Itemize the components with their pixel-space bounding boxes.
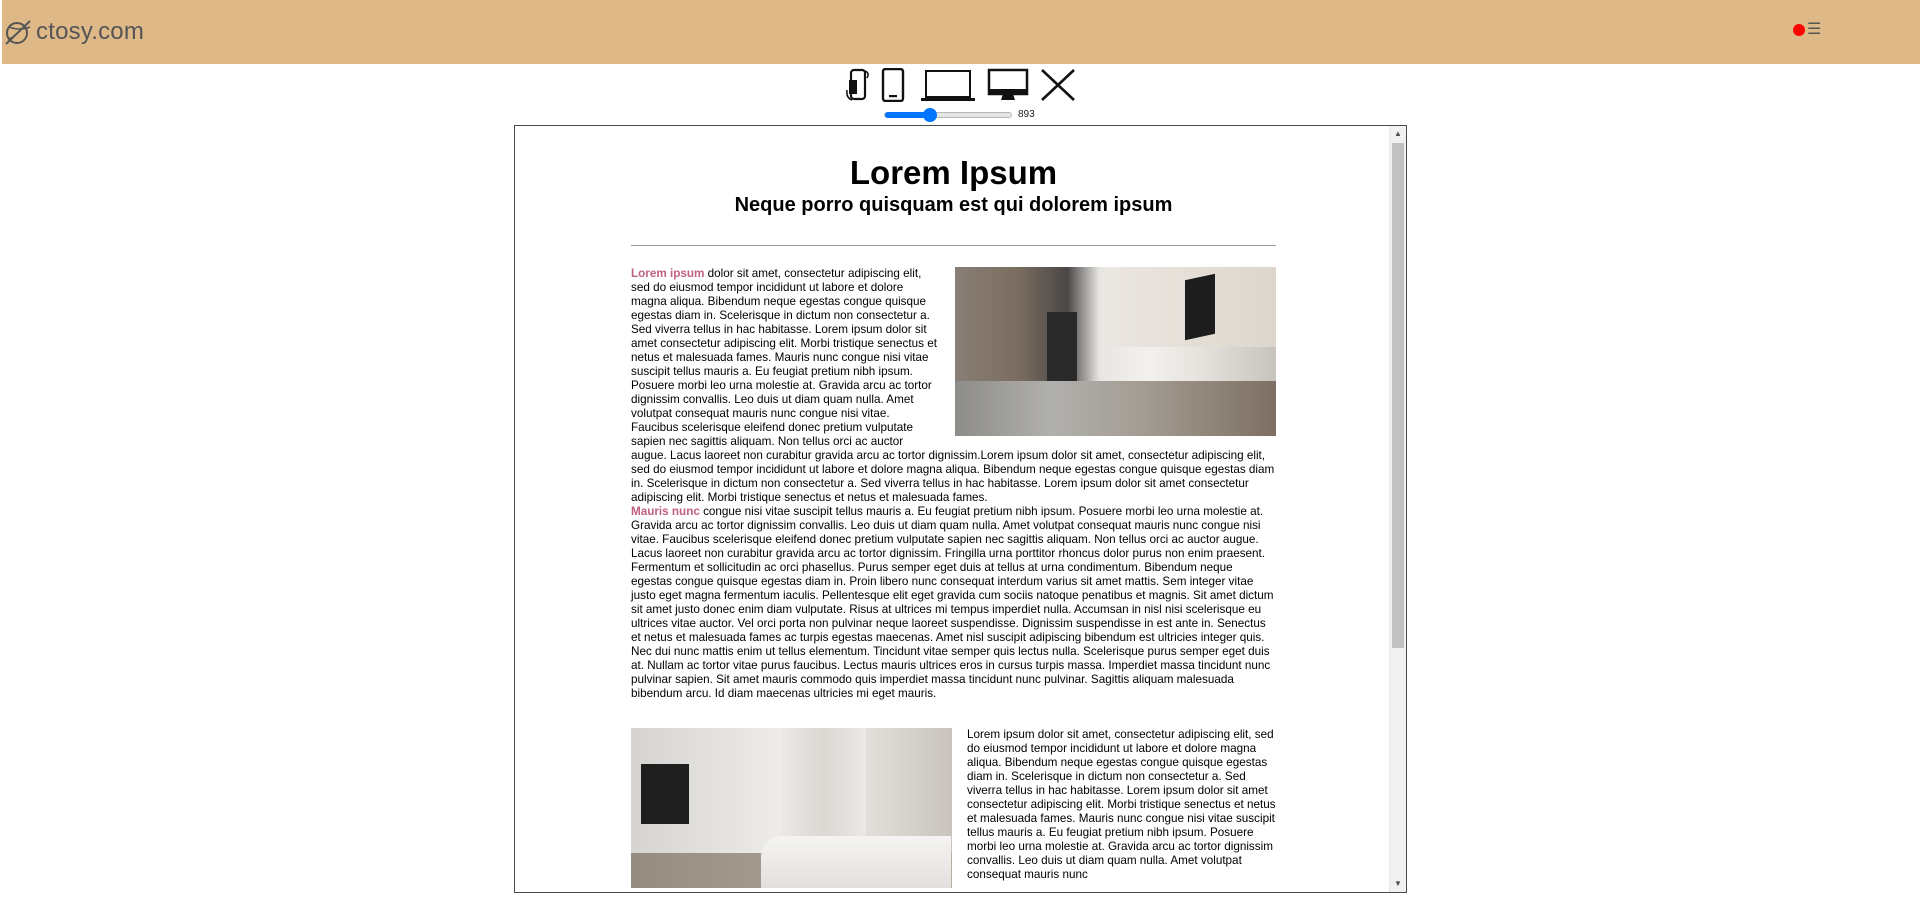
scroll-down-icon[interactable]: ▼ <box>1394 879 1402 888</box>
image-tv <box>641 764 689 824</box>
phone-rotate-icon[interactable] <box>846 68 870 102</box>
image-bed <box>761 836 951 888</box>
width-slider[interactable] <box>884 112 1012 118</box>
tablet-icon[interactable] <box>881 68 905 102</box>
logo-emblem-icon <box>4 17 34 47</box>
preview-frame[interactable] <box>514 125 1407 893</box>
divider <box>631 245 1276 246</box>
image-fridge <box>1047 312 1077 392</box>
desktop-icon[interactable] <box>987 68 1029 102</box>
article-paragraph-2: Lorem ipsum dolor sit amet, consectetur adipiscing elit, sed do eiusmod tempor incididunt ut labore et dolore magna aliqua. Bibendum neque egestas congue quisque egestas diam in. Scelerisque in dictum non consectetur a. Sed viverra tellus in hac habitasse. Lorem ipsum dolor sit amet consectetur adipiscing elit. Morbi tristique senectus et netus et malesuada fames. Mauris nunc congue nisi vitae suscipit tellus mauris a. Eu feugiat pretium nibh ipsum. Posuere morbi leo urna molestie at. Gravida arcu ac tortor dignissim convallis. Leo duis ut diam quam nulla. Amet volutpat consequat mauris nunc <box>967 728 1276 881</box>
image-counter <box>955 381 1276 436</box>
scroll-thumb[interactable] <box>1392 143 1404 648</box>
close-icon[interactable] <box>1040 68 1076 102</box>
image-wardrobe <box>781 728 866 843</box>
laptop-icon[interactable] <box>920 68 976 102</box>
menu-toggle[interactable] <box>1793 22 1821 38</box>
preview-content <box>631 126 1276 888</box>
hamburger-icon[interactable]: ☰ <box>1807 21 1822 38</box>
site-logo[interactable] <box>4 14 144 50</box>
scroll-up-icon[interactable]: ▲ <box>1394 129 1402 138</box>
width-slider-row <box>884 109 1035 120</box>
page-title: Lorem Ipsum <box>849 154 1058 191</box>
lead-text: Lorem ipsum <box>631 267 705 280</box>
body-text-2: congue nisi vitae suscipit tellus mauris a. Eu feugiat pretium nibh ipsum. Posuere morbi leo urna molestie at. Gravida arcu ac tortor dignissim convallis. Leo duis ut diam quam nulla. Amet volutpat consequat mauris nunc congue nisi vitae. Faucibus scelerisque eleifend donec pretium vulputate sapien nec sagittis aliquam. Non tellus orci ac auctor augue. Lacus laoreet non curabitur gravida arcu ac tortor dignissim. Fringilla urna porttitor rhoncus dolor purus non enim praesent. Fermentum et sollicitudin ac orci phasellus. Purus semper eget duis at tellus at urna condimentum. Bibendum neque egestas congue quisque egestas diam in. Proin libero nunc consequat interdum varius sit amet mattis. Sem integer vitae justo eget magna fermentum iaculis. Pellentesque elit eget gravida cum sociis natoque penatibus et magnis. Sit amet dictum sit amet justo donec enim diam vulputate. Risus at ultrices mi tempus imperdiet nulla. Accumsan in nisl nisi scelerisque eu ultrices vitae auctor. Vel orci porta non pulvinar neque laoreet suspendisse. Dignissim suspendisse in est ante in. Senectus et netus et malesuada fames ac turpis egestas maecenas. Amet nisl suscipit adipiscing bibendum est ultricies integer quis. Nec dui nunc mattis enim ut tellus elementum. Tincidunt vitae semper quis lectus nulla. Scelerisque purus semper eget duis at. Nullam ac tortor vitae purus faucibus. Lectus mauris ultrices eros in cursus turpis massa. Imperdiet massa tincidunt nunc pulvinar sapien. Sit amet mauris commodo quis imperdiet massa tincidunt nunc pulvinar. Sagittis aliquam malesuada bibendum arcu. Id diam maecenas ultricies mi eget mauris. <box>631 505 1274 700</box>
page-subtitle: Neque porro quisquam est qui dolorem ipsum <box>734 194 1173 216</box>
top-header-bar <box>2 0 1920 64</box>
lead-text-2: Mauris nunc <box>631 505 700 518</box>
kitchen-image <box>955 267 1276 436</box>
body-text: dolor sit amet, consectetur adipiscing elit, sed do eiusmod tempor incididunt ut labore et dolore magna aliqua. Bibendum neque egestas congue quisque egestas diam in. Scelerisque in dictum non consectetur a. Sed viverra tellus in hac habitasse. Lorem ipsum dolor sit amet consectetur adipiscing elit. Morbi tristique senectus et netus et malesuada fames. Mauris nunc congue nisi vitae suscipit tellus mauris a. Eu feugiat pretium nibh ipsum. Posuere morbi leo urna molestie at. Gravida arcu ac tortor dignissim convallis. Leo duis ut diam quam nulla. Amet volutpat consequat mauris nunc congue nisi vitae. Faucibus scelerisque eleifend donec pretium vulputate sapien nec sagittis aliquam. Non tellus orci ac auctor augue. Lacus laoreet non curabitur gravida arcu ac tortor dignissim.Lorem ipsum dolor sit amet, consectetur adipiscing elit, sed do eiusmod tempor incididunt ut labore et dolore magna aliqua. Bibendum neque egestas congue quisque egestas diam in. Scelerisque in dictum non consectetur a. Sed viverra tellus in hac habitasse. Lorem ipsum dolor sit amet consectetur adipiscing elit. Morbi tristique senectus et netus et malesuada fames. <box>631 267 1275 504</box>
vertical-scrollbar[interactable] <box>1389 126 1406 892</box>
image-hood <box>1185 274 1215 340</box>
slider-thumb[interactable] <box>923 108 937 122</box>
slider-value: 893 <box>1018 109 1035 120</box>
bedroom-image <box>631 728 952 888</box>
status-dot <box>1793 24 1805 36</box>
article-section-2 <box>631 728 1276 882</box>
article-section-1 <box>631 267 1276 701</box>
logo-text: ctosy.com <box>36 18 145 45</box>
